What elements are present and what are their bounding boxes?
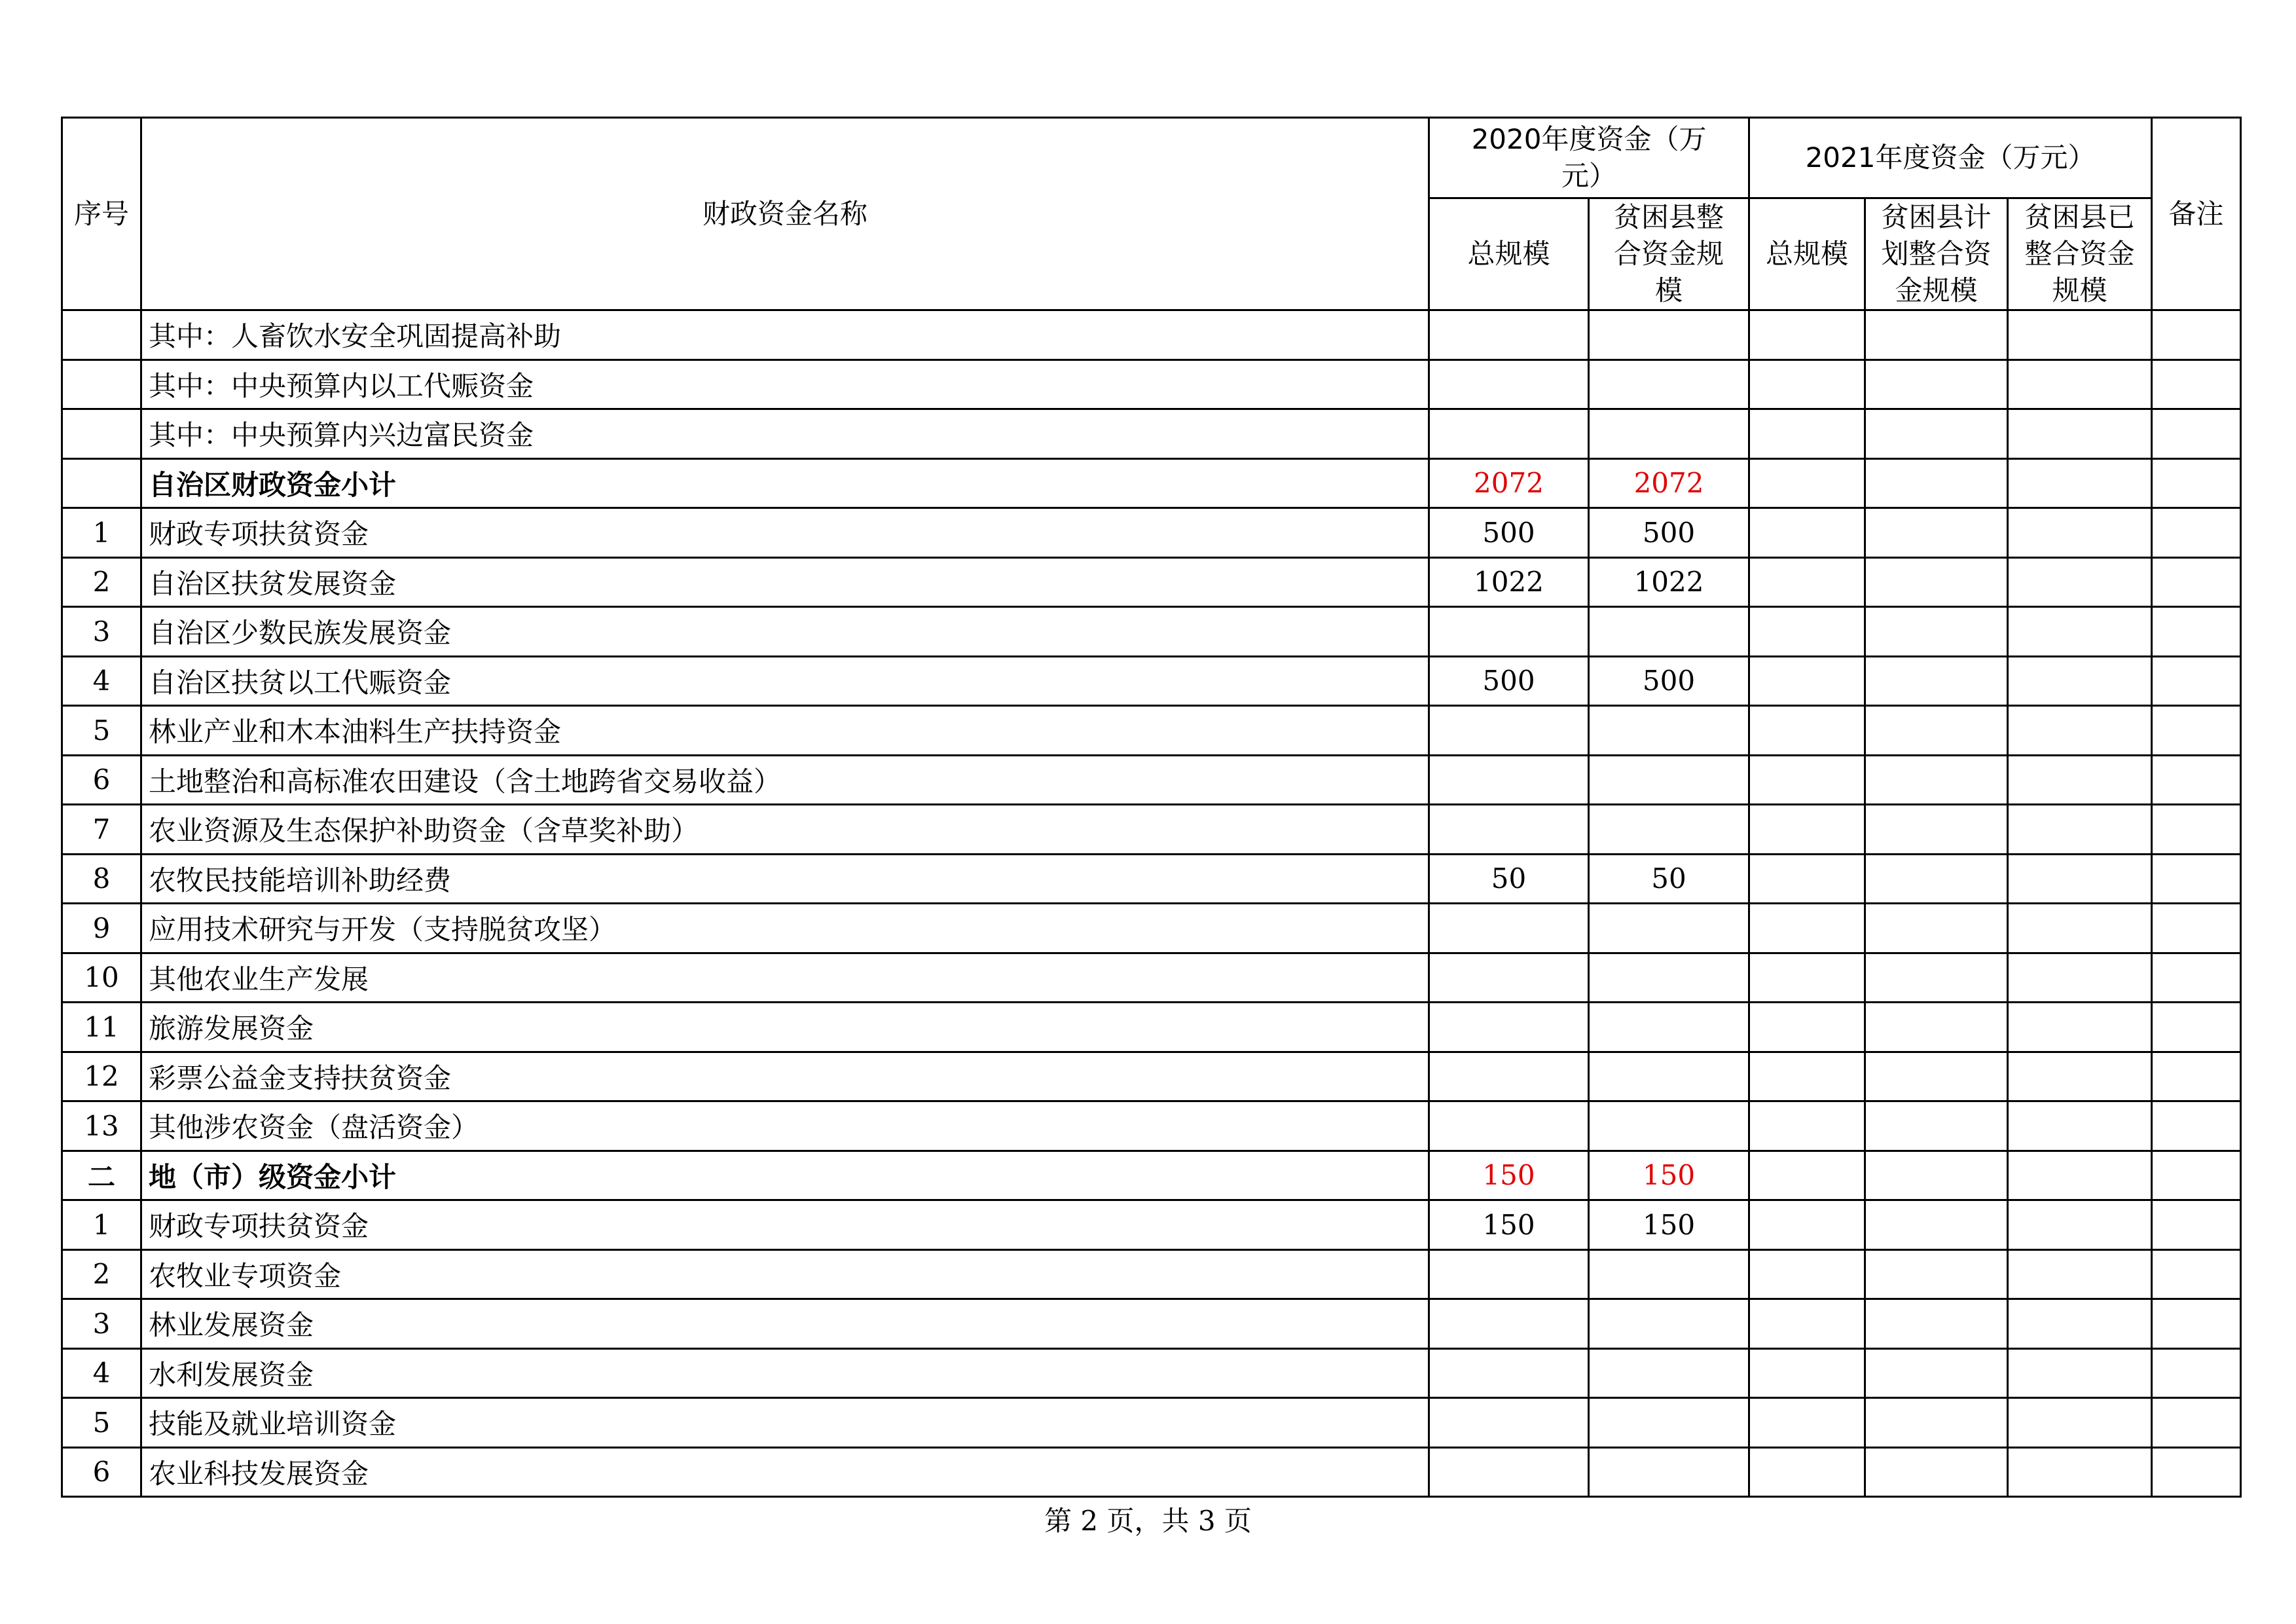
row-seq: 3 bbox=[62, 607, 141, 657]
row-plan-integrated-2021 bbox=[1865, 854, 2008, 904]
row-fund-name: 旅游发展资金 bbox=[141, 1003, 1429, 1052]
header-total-2021: 总规模 bbox=[1749, 198, 1865, 310]
row-done-integrated-2021 bbox=[2008, 1200, 2152, 1250]
row-total-2021 bbox=[1749, 1299, 1865, 1349]
row-seq: 12 bbox=[62, 1052, 141, 1101]
row-poor-integrated-2020 bbox=[1589, 755, 1749, 805]
row-plan-integrated-2021 bbox=[1865, 360, 2008, 409]
row-fund-name: 其他农业生产发展 bbox=[141, 953, 1429, 1003]
row-fund-name: 土地整治和高标准农田建设（含土地跨省交易收益） bbox=[141, 755, 1429, 805]
row-seq: 3 bbox=[62, 1299, 141, 1349]
table-row bbox=[62, 656, 2241, 706]
row-seq: 8 bbox=[62, 854, 141, 904]
header-year-2021: 2021年度资金（万元） bbox=[1749, 118, 2152, 198]
row-plan-integrated-2021 bbox=[1865, 508, 2008, 558]
row-done-integrated-2021 bbox=[2008, 1101, 2152, 1151]
row-remark bbox=[2152, 904, 2241, 953]
table-row bbox=[62, 508, 2241, 558]
row-total-2021 bbox=[1749, 458, 1865, 508]
row-remark bbox=[2152, 1003, 2241, 1052]
row-total-2020: 150 bbox=[1429, 1151, 1589, 1200]
row-total-2021 bbox=[1749, 1003, 1865, 1052]
table-row bbox=[62, 409, 2241, 459]
row-seq: 1 bbox=[62, 508, 141, 558]
row-poor-integrated-2020 bbox=[1589, 1299, 1749, 1349]
row-fund-name: 农牧民技能培训补助经费 bbox=[141, 854, 1429, 904]
row-plan-integrated-2021 bbox=[1865, 1348, 2008, 1398]
row-remark bbox=[2152, 953, 2241, 1003]
row-total-2020 bbox=[1429, 310, 1589, 360]
row-total-2021 bbox=[1749, 706, 1865, 756]
header-name: 财政资金名称 bbox=[141, 118, 1429, 310]
row-done-integrated-2021 bbox=[2008, 1052, 2152, 1101]
row-seq: 2 bbox=[62, 557, 141, 607]
row-plan-integrated-2021 bbox=[1865, 953, 2008, 1003]
row-fund-name: 其中：中央预算内以工代赈资金 bbox=[141, 360, 1429, 409]
table-row bbox=[62, 360, 2241, 409]
row-seq: 5 bbox=[62, 706, 141, 756]
row-seq bbox=[62, 458, 141, 508]
row-plan-integrated-2021 bbox=[1865, 904, 2008, 953]
row-done-integrated-2021 bbox=[2008, 755, 2152, 805]
row-total-2020 bbox=[1429, 805, 1589, 855]
page-footer: 第 2 页，共 3 页 bbox=[1044, 1505, 1252, 1537]
row-total-2020 bbox=[1429, 1101, 1589, 1151]
table-row bbox=[62, 1398, 2241, 1448]
row-poor-integrated-2020: 500 bbox=[1589, 508, 1749, 558]
row-poor-integrated-2020 bbox=[1589, 310, 1749, 360]
row-plan-integrated-2021 bbox=[1865, 1003, 2008, 1052]
row-remark bbox=[2152, 458, 2241, 508]
row-done-integrated-2021 bbox=[2008, 854, 2152, 904]
row-total-2021 bbox=[1749, 953, 1865, 1003]
row-total-2020 bbox=[1429, 607, 1589, 657]
row-seq: 6 bbox=[62, 1447, 141, 1497]
header-plan-integrated-2021: 贫困县计划整合资金规模 bbox=[1865, 198, 2008, 310]
row-done-integrated-2021 bbox=[2008, 1299, 2152, 1349]
row-fund-name: 自治区财政资金小计 bbox=[141, 458, 1429, 508]
row-remark bbox=[2152, 1447, 2241, 1497]
row-done-integrated-2021 bbox=[2008, 557, 2152, 607]
row-poor-integrated-2020 bbox=[1589, 953, 1749, 1003]
row-plan-integrated-2021 bbox=[1865, 656, 2008, 706]
row-plan-integrated-2021 bbox=[1865, 409, 2008, 459]
row-remark bbox=[2152, 805, 2241, 855]
row-done-integrated-2021 bbox=[2008, 607, 2152, 657]
table-row bbox=[62, 1052, 2241, 1101]
row-plan-integrated-2021 bbox=[1865, 706, 2008, 756]
row-poor-integrated-2020 bbox=[1589, 1003, 1749, 1052]
row-poor-integrated-2020 bbox=[1589, 706, 1749, 756]
table-row bbox=[62, 557, 2241, 607]
row-total-2020: 50 bbox=[1429, 854, 1589, 904]
row-poor-integrated-2020: 1022 bbox=[1589, 557, 1749, 607]
row-poor-integrated-2020: 500 bbox=[1589, 656, 1749, 706]
row-total-2020 bbox=[1429, 360, 1589, 409]
row-seq: 二 bbox=[62, 1151, 141, 1200]
row-total-2021 bbox=[1749, 607, 1865, 657]
row-fund-name: 农业科技发展资金 bbox=[141, 1447, 1429, 1497]
row-poor-integrated-2020: 150 bbox=[1589, 1200, 1749, 1250]
row-done-integrated-2021 bbox=[2008, 1151, 2152, 1200]
row-done-integrated-2021 bbox=[2008, 1348, 2152, 1398]
row-total-2021 bbox=[1749, 805, 1865, 855]
table-row bbox=[62, 1299, 2241, 1349]
row-total-2020: 2072 bbox=[1429, 458, 1589, 508]
row-remark bbox=[2152, 1101, 2241, 1151]
row-plan-integrated-2021 bbox=[1865, 755, 2008, 805]
row-fund-name: 其他涉农资金（盘活资金） bbox=[141, 1101, 1429, 1151]
row-seq: 13 bbox=[62, 1101, 141, 1151]
row-total-2021 bbox=[1749, 1447, 1865, 1497]
row-total-2020: 500 bbox=[1429, 656, 1589, 706]
table-row bbox=[62, 458, 2241, 508]
row-fund-name: 林业产业和木本油料生产扶持资金 bbox=[141, 706, 1429, 756]
row-done-integrated-2021 bbox=[2008, 1003, 2152, 1052]
row-seq: 11 bbox=[62, 1003, 141, 1052]
row-poor-integrated-2020 bbox=[1589, 1348, 1749, 1398]
table-row bbox=[62, 904, 2241, 953]
row-poor-integrated-2020 bbox=[1589, 904, 1749, 953]
row-seq: 10 bbox=[62, 953, 141, 1003]
row-done-integrated-2021 bbox=[2008, 656, 2152, 706]
row-total-2021 bbox=[1749, 1200, 1865, 1250]
row-poor-integrated-2020: 50 bbox=[1589, 854, 1749, 904]
row-total-2021 bbox=[1749, 854, 1865, 904]
row-poor-integrated-2020 bbox=[1589, 360, 1749, 409]
row-plan-integrated-2021 bbox=[1865, 1249, 2008, 1299]
row-seq bbox=[62, 310, 141, 360]
row-poor-integrated-2020 bbox=[1589, 1249, 1749, 1299]
row-seq: 4 bbox=[62, 656, 141, 706]
row-plan-integrated-2021 bbox=[1865, 1299, 2008, 1349]
row-total-2020 bbox=[1429, 1447, 1589, 1497]
header-year-2020: 2020年度资金（万元） bbox=[1429, 118, 1749, 198]
row-done-integrated-2021 bbox=[2008, 360, 2152, 409]
header-seq: 序号 bbox=[62, 118, 141, 310]
row-total-2021 bbox=[1749, 1249, 1865, 1299]
row-remark bbox=[2152, 755, 2241, 805]
header-remark: 备注 bbox=[2152, 118, 2241, 310]
row-remark bbox=[2152, 1249, 2241, 1299]
table-row bbox=[62, 953, 2241, 1003]
row-done-integrated-2021 bbox=[2008, 805, 2152, 855]
row-total-2021 bbox=[1749, 557, 1865, 607]
table-row bbox=[62, 1348, 2241, 1398]
row-seq bbox=[62, 360, 141, 409]
table-row bbox=[62, 805, 2241, 855]
row-plan-integrated-2021 bbox=[1865, 1101, 2008, 1151]
row-poor-integrated-2020 bbox=[1589, 1052, 1749, 1101]
row-total-2020 bbox=[1429, 1348, 1589, 1398]
table-row bbox=[62, 1447, 2241, 1497]
fund-table-sheet bbox=[61, 117, 2240, 1498]
row-fund-name: 其中：人畜饮水安全巩固提高补助 bbox=[141, 310, 1429, 360]
row-remark bbox=[2152, 557, 2241, 607]
row-plan-integrated-2021 bbox=[1865, 1447, 2008, 1497]
row-total-2020 bbox=[1429, 953, 1589, 1003]
row-fund-name: 农牧业专项资金 bbox=[141, 1249, 1429, 1299]
row-total-2020: 1022 bbox=[1429, 557, 1589, 607]
row-remark bbox=[2152, 706, 2241, 756]
row-done-integrated-2021 bbox=[2008, 458, 2152, 508]
row-poor-integrated-2020 bbox=[1589, 607, 1749, 657]
row-seq: 1 bbox=[62, 1200, 141, 1250]
row-fund-name: 应用技术研究与开发（支持脱贫攻坚） bbox=[141, 904, 1429, 953]
row-fund-name: 财政专项扶贫资金 bbox=[141, 508, 1429, 558]
row-total-2020 bbox=[1429, 409, 1589, 459]
row-total-2021 bbox=[1749, 1052, 1865, 1101]
row-total-2021 bbox=[1749, 1101, 1865, 1151]
row-poor-integrated-2020 bbox=[1589, 1447, 1749, 1497]
row-plan-integrated-2021 bbox=[1865, 1398, 2008, 1448]
table-row bbox=[62, 854, 2241, 904]
row-total-2021 bbox=[1749, 904, 1865, 953]
row-remark bbox=[2152, 1348, 2241, 1398]
row-fund-name: 水利发展资金 bbox=[141, 1348, 1429, 1398]
row-seq bbox=[62, 409, 141, 459]
row-remark bbox=[2152, 310, 2241, 360]
row-fund-name: 自治区少数民族发展资金 bbox=[141, 607, 1429, 657]
table-row bbox=[62, 706, 2241, 756]
row-remark bbox=[2152, 656, 2241, 706]
row-remark bbox=[2152, 854, 2241, 904]
row-plan-integrated-2021 bbox=[1865, 1151, 2008, 1200]
row-remark bbox=[2152, 1398, 2241, 1448]
row-total-2021 bbox=[1749, 310, 1865, 360]
row-done-integrated-2021 bbox=[2008, 904, 2152, 953]
row-poor-integrated-2020 bbox=[1589, 805, 1749, 855]
row-total-2020 bbox=[1429, 1249, 1589, 1299]
row-remark bbox=[2152, 508, 2241, 558]
row-total-2021 bbox=[1749, 1151, 1865, 1200]
row-done-integrated-2021 bbox=[2008, 706, 2152, 756]
row-remark bbox=[2152, 1200, 2241, 1250]
row-total-2020 bbox=[1429, 1003, 1589, 1052]
table-body bbox=[62, 310, 2241, 1497]
row-total-2020 bbox=[1429, 1299, 1589, 1349]
row-done-integrated-2021 bbox=[2008, 1249, 2152, 1299]
row-total-2020 bbox=[1429, 1398, 1589, 1448]
row-plan-integrated-2021 bbox=[1865, 458, 2008, 508]
row-seq: 5 bbox=[62, 1398, 141, 1448]
row-total-2020 bbox=[1429, 706, 1589, 756]
row-done-integrated-2021 bbox=[2008, 508, 2152, 558]
row-fund-name: 其中：中央预算内兴边富民资金 bbox=[141, 409, 1429, 459]
row-done-integrated-2021 bbox=[2008, 1447, 2152, 1497]
row-plan-integrated-2021 bbox=[1865, 310, 2008, 360]
row-poor-integrated-2020 bbox=[1589, 1101, 1749, 1151]
row-plan-integrated-2021 bbox=[1865, 1200, 2008, 1250]
table-row bbox=[62, 1249, 2241, 1299]
row-fund-name: 技能及就业培训资金 bbox=[141, 1398, 1429, 1448]
table-row bbox=[62, 1003, 2241, 1052]
row-poor-integrated-2020 bbox=[1589, 1398, 1749, 1448]
row-plan-integrated-2021 bbox=[1865, 805, 2008, 855]
row-plan-integrated-2021 bbox=[1865, 557, 2008, 607]
row-total-2021 bbox=[1749, 755, 1865, 805]
row-poor-integrated-2020: 2072 bbox=[1589, 458, 1749, 508]
row-fund-name: 地（市）级资金小计 bbox=[141, 1151, 1429, 1200]
row-seq: 9 bbox=[62, 904, 141, 953]
row-total-2020 bbox=[1429, 1052, 1589, 1101]
table-row bbox=[62, 1200, 2241, 1250]
row-seq: 4 bbox=[62, 1348, 141, 1398]
row-remark bbox=[2152, 409, 2241, 459]
row-fund-name: 自治区扶贫发展资金 bbox=[141, 557, 1429, 607]
row-done-integrated-2021 bbox=[2008, 310, 2152, 360]
row-plan-integrated-2021 bbox=[1865, 1052, 2008, 1101]
row-done-integrated-2021 bbox=[2008, 409, 2152, 459]
row-total-2021 bbox=[1749, 1348, 1865, 1398]
row-total-2021 bbox=[1749, 1398, 1865, 1448]
row-total-2020: 500 bbox=[1429, 508, 1589, 558]
table-row bbox=[62, 755, 2241, 805]
header-total-2020: 总规模 bbox=[1429, 198, 1589, 310]
row-fund-name: 财政专项扶贫资金 bbox=[141, 1200, 1429, 1250]
row-remark bbox=[2152, 360, 2241, 409]
row-total-2021 bbox=[1749, 360, 1865, 409]
header-done-integrated-2021: 贫困县已整合资金规模 bbox=[2008, 198, 2152, 310]
row-fund-name: 农业资源及生态保护补助资金（含草奖补助） bbox=[141, 805, 1429, 855]
table-row bbox=[62, 1151, 2241, 1200]
row-plan-integrated-2021 bbox=[1865, 607, 2008, 657]
row-remark bbox=[2152, 1299, 2241, 1349]
row-seq: 7 bbox=[62, 805, 141, 855]
row-fund-name: 林业发展资金 bbox=[141, 1299, 1429, 1349]
fund-table bbox=[61, 117, 2242, 1498]
row-poor-integrated-2020 bbox=[1589, 409, 1749, 459]
header-poor-integrated-2020: 贫困县整合资金规模 bbox=[1589, 198, 1749, 310]
table-row bbox=[62, 607, 2241, 657]
row-fund-name: 彩票公益金支持扶贫资金 bbox=[141, 1052, 1429, 1101]
row-fund-name: 自治区扶贫以工代赈资金 bbox=[141, 656, 1429, 706]
row-seq: 6 bbox=[62, 755, 141, 805]
row-total-2020: 150 bbox=[1429, 1200, 1589, 1250]
row-done-integrated-2021 bbox=[2008, 953, 2152, 1003]
row-poor-integrated-2020: 150 bbox=[1589, 1151, 1749, 1200]
row-remark bbox=[2152, 607, 2241, 657]
table-row bbox=[62, 1101, 2241, 1151]
row-total-2020 bbox=[1429, 904, 1589, 953]
row-remark bbox=[2152, 1151, 2241, 1200]
row-remark bbox=[2152, 1052, 2241, 1101]
row-seq: 2 bbox=[62, 1249, 141, 1299]
row-total-2021 bbox=[1749, 409, 1865, 459]
row-total-2021 bbox=[1749, 656, 1865, 706]
row-total-2021 bbox=[1749, 508, 1865, 558]
row-done-integrated-2021 bbox=[2008, 1398, 2152, 1448]
row-total-2020 bbox=[1429, 755, 1589, 805]
table-row bbox=[62, 310, 2241, 360]
